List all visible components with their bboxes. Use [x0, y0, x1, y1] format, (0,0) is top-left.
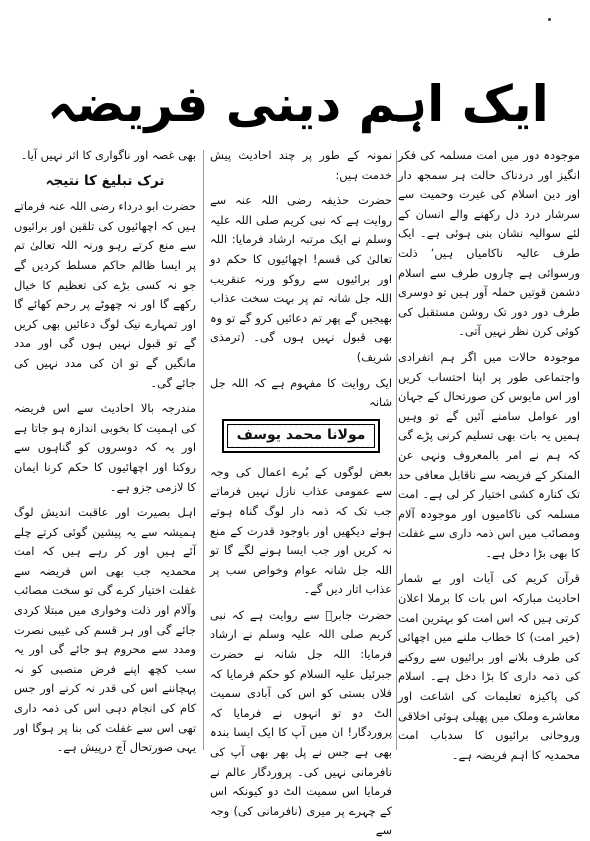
paragraph: حضرت حذیفہ رضی اللہ عنہ سے روایت ہے کہ نبی کریم صلی اللہ علیہ وسلم نے ایک مرتبہ ارشاد فرمایا: اللہ تعالیٰ کی قسم! اچھائیوں کا حکم دو اور برائیوں سے روکو ورنہ عنقریب اللہ جل شانہ تم پر بہت سخت عذاب بھیجیں گے پھر تم دعائیں کرو گے تو وہ بھی قبول نہیں ہوں گی۔ (ترمذی شریف) [210, 193, 392, 364]
paragraph: حضرت ابو درداء رضی اللہ عنہ فرماتے ہیں کہ اچھائیوں کی تلقین اور برائیوں سے منع کرتے رہو ورنہ اللہ تعالیٰ تم پر ایسا ظالم حاکم مسلط کردیں گے جو نہ کسی بڑے کی تعظیم کا خیال رکھے گا اور نہ چھوٹے پر رحم کھائے گا اور تمہارے نیک لوگ دعائیں بھی کریں گے تو قبول نہیں ہوں گی اور مدد مانگیں گے تو ان کی مدد نہیں کی جائے گی۔ [14, 199, 196, 390]
paragraph: نمونہ کے طور پر چند احادیث پیش خدمت ہیں: [210, 148, 392, 182]
author-byline-frame [227, 424, 375, 448]
author-name: مولانا محمد یوسف [229, 426, 374, 446]
paragraph: قرآن کریم کی آیات اور بے شمار احادیث مبارکہ اس بات کا برملا اعلان کرتی ہیں کہ اس امت کو بہترین امت (خیر امت) کا خطاب ملنے میں اچھائی کی طرف بلانے اور برائیوں سے روکنے کی ذمہ داری کا بڑا دخل ہے۔ اسلام کی پاکیزہ تعلیمات کی اشاعت اور معاشرے وملک میں پھیلی ہوئی اخلاقی وروحانی برائیوں کا سدباب امت محمدیہ کا اہم فریضہ ہے۔ [398, 571, 580, 762]
paragraph: بعض لوگوں کے بُرے اعمال کی وجہ سے عمومی عذاب نازل نہیں فرماتے جب تک کہ ذمہ دار لوگ گناہ ہوتے ہوئے دیکھیں اور باوجود قدرت کے منع نہ کریں اور جب ایسا ہونے لگے گا تو اللہ جل شانہ عوام وخواص سب پر عذاب اتار دیں گے۔ [210, 464, 392, 597]
column-right [398, 146, 580, 762]
paragraph: موجودہ دور میں امت مسلمہ کی فکر انگیز اور دردناک حالت ہر سمجھ دار اور دین اسلام کی غیرت وحمیت سے سرشار درد دل رکھنے والے انسان کے لئے سوالیہ نشان بنی ہوئی ہے۔ ایک طرف عالیہ ناکامیاں ہیں‘ ذلت ورسوائی ہے چاروں طرف سے اسلام دشمن قوتیں حملہ آور ہیں تو دوسری طرف دور دور تک روشن مستقبل کی کوئی کرن نظر نہیں آتی۔ [398, 148, 580, 339]
column-middle [210, 146, 392, 838]
author-byline-box [222, 419, 380, 453]
column-divider [396, 150, 397, 750]
paragraph: اہل بصیرت اور عاقبت اندیش لوگ ہمیشہ سے یہ پیشین گوئی کرتے چلے آئے ہیں اور کر رہے ہیں کہ امت محمدیہ جب بھی اس فریضہ سے غفلت اختیار کرے گی تو سخت مصائب وآلام اور ذلت وخواری میں مبتلا کردی جائے گی اور ہر قسم کی غیبی نصرت ومدد سے محروم ہو جائے گی اور یہ سب کچھ اپنے فرض منصبی کو نہ پہچاننے اس کی قدر نہ کرنے اور جس کام کی انجام دہی اس کی ذمہ داری تھی اس سے غفلت کی بنا پر ہوگا اور یہی صورتحال آج درپیش ہے۔ [14, 505, 196, 755]
paragraph: ایک روایت کا مفہوم ہے کہ اللہ جل شانہ [210, 375, 392, 410]
paragraph: بھی غصہ اور ناگواری کا اثر نہیں آیا۔ [20, 148, 196, 162]
paragraph: مندرجہ بالا احادیث سے اس فریضہ کی اہمیت کا بخوبی اندازہ ہو جاتا ہے اور یہ کہ دوسروں کو گناہوں سے روکنا اور اچھائیوں کا حکم کرنا ایمان کا لازمی جزو ہے۔ [14, 401, 196, 494]
column-left [14, 146, 196, 758]
paragraph: موجودہ حالات میں اگر ہم انفرادی واجتماعی طور پر اپنا احتساب کریں اور اس مایوس کن صورتحال کے جہان اور عوامل سامنے آئیں گے تو وہیں ہمیں یہ بات بھی تسلیم کرنی پڑے گی کہ ہم نے امر بالمعروف ونہی عن المنکر کے فریضہ سے ناقابل معافی حد تک کنارہ کشی اختیار کر لی ہے۔ امت مسلمہ کی ناکامیوں اور موجودہ آلام ومصائب میں اس ذمہ داری سے غفلت کا بھی بڑا دخل ہے۔ [398, 349, 580, 560]
ink-speck [548, 18, 551, 21]
column-divider [203, 150, 204, 750]
paragraph: حضرت جابرؓ سے روایت ہے کہ نبی کریم صلی اللہ علیہ وسلم نے ارشاد فرمایا: اللہ جل شانہ نے حضرت جبرئیل علیہ السلام کو حکم فرمایا کہ فلاں بستی کو اس کی آبادی سمیت الٹ دو تو انہوں نے فرمایا کہ پروردگار! ان میں آپ کا ایک ایسا بندہ بھی ہے جس نے پل بھر بھی آپ کی نافرمانی نہیں کی۔ پروردگار عالم نے فرمایا اس سمیت الٹ دو کیونکہ اس کے چہرے پر میری (نافرمانی کی) وجہ سے [210, 607, 392, 838]
article-title: ایک اہم دینی فریضہ [47, 75, 549, 133]
section-subheading: ترک تبلیغ کا نتیجہ [45, 172, 165, 189]
